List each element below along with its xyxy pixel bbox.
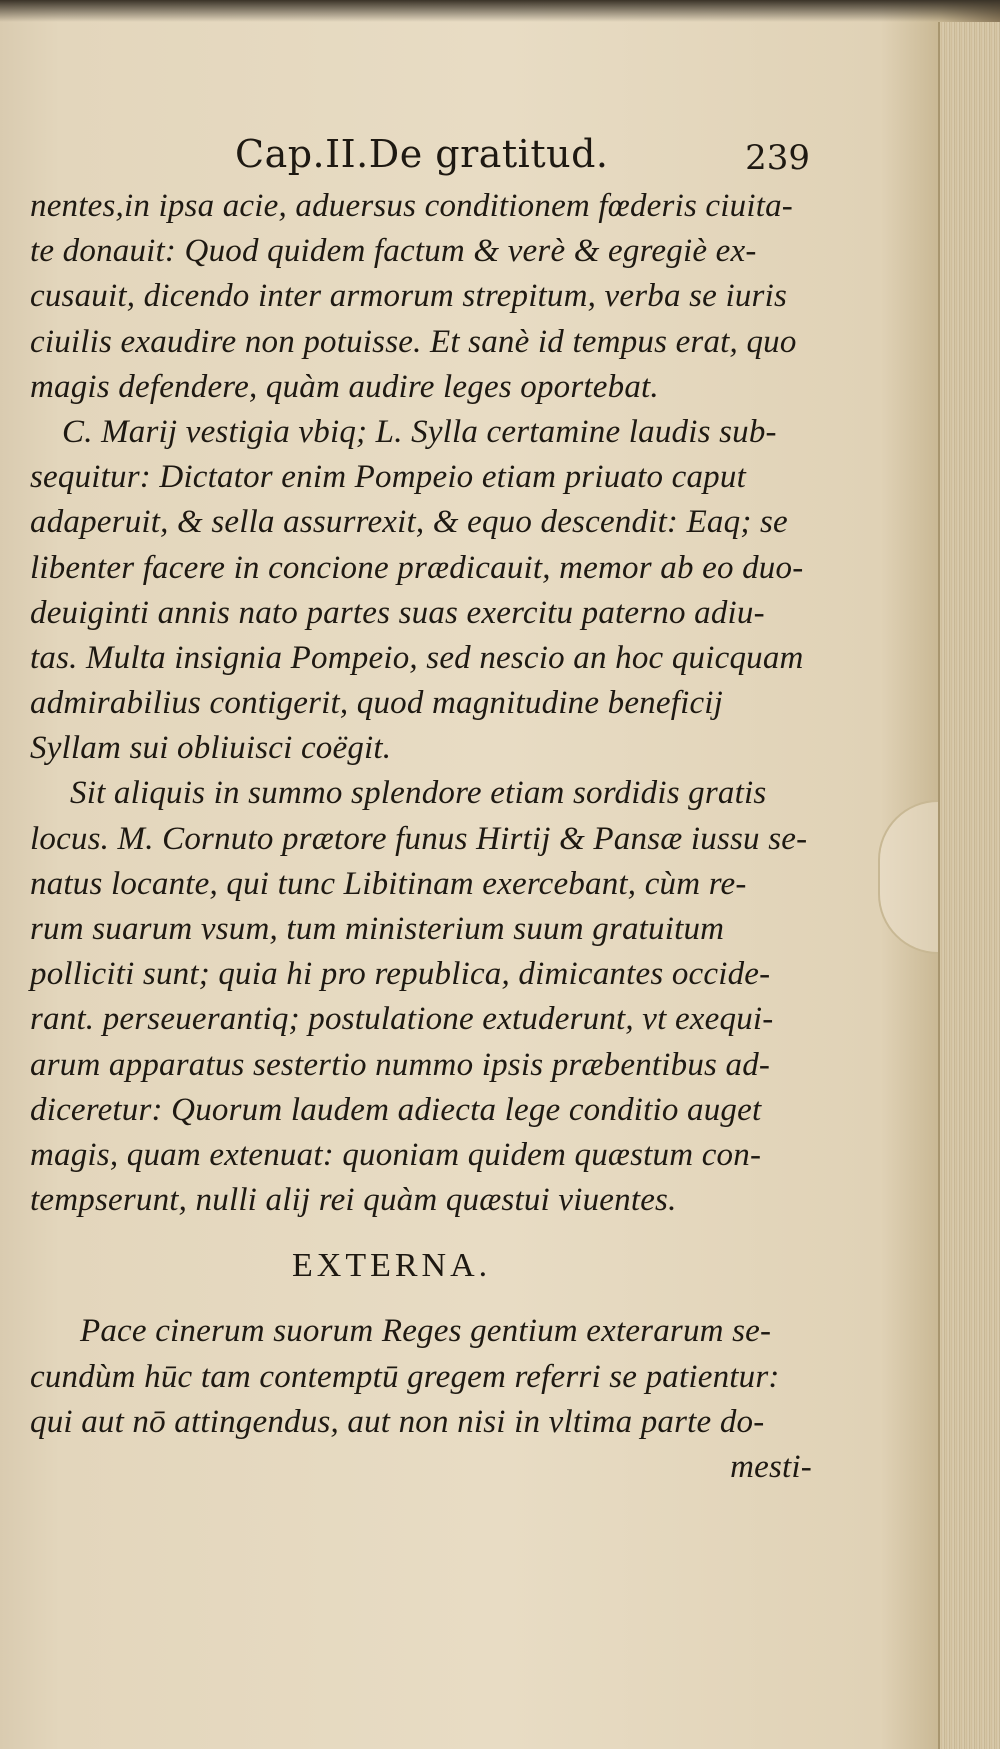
- text-line: Sit aliquis in summo splendore etiam sordidis gratis: [70, 775, 767, 812]
- section-heading: EXTERNA.: [292, 1247, 492, 1285]
- text-line: magis, quam extenuat: quoniam quidem quæstum con-: [30, 1136, 762, 1173]
- text-block: [30, 132, 820, 1490]
- text-line: admirabilius contigerit, quod magnitudine beneficij: [30, 685, 724, 722]
- text-line: magis defendere, quàm audire leges oportebat.: [30, 368, 659, 405]
- text-line: qui aut nō attingendus, aut non nisi in vltima parte do-: [30, 1403, 765, 1440]
- top-shadow: [0, 0, 1000, 22]
- text-line: te donauit: Quod quidem factum & verè & egregiè ex-: [30, 233, 757, 270]
- text-line: natus locante, qui tunc Libitinam exercebant, cùm re-: [30, 865, 747, 902]
- running-header: [30, 132, 820, 184]
- text-line: tas. Multa insignia Pompeio, sed nescio an hoc quicquam: [30, 639, 804, 676]
- header-title: Cap.II.De gratitud.: [235, 132, 609, 176]
- text-line: Syllam sui obliuisci coëgit.: [30, 730, 392, 767]
- text-line: adaperuit, & sella assurrexit, & equo descendit: Eaq; se: [30, 504, 788, 541]
- text-line: arum apparatus sestertio nummo ipsis præbentibus ad-: [30, 1046, 771, 1083]
- text-line: polliciti sunt; quia hi pro republica, dimicantes occide-: [30, 956, 771, 993]
- text-line: cusauit, dicendo inter armorum strepitum, verba se iuris: [30, 278, 788, 315]
- text-line: cundùm hūc tam contemptū gregem referri se patientur:: [30, 1358, 780, 1395]
- page-edges: [938, 22, 1000, 1749]
- text-line: tempserunt, nulli alij rei quàm quæstui viuentes.: [30, 1182, 677, 1219]
- paper-page: [8, 22, 938, 1749]
- page-number: 239: [745, 138, 810, 178]
- text-line: diceretur: Quorum laudem adiecta lege conditio auget: [30, 1091, 762, 1128]
- text-line: nentes,in ipsa acie, aduersus conditionem fœderis ciuita-: [30, 188, 793, 224]
- text-line: Pace cinerum suorum Reges gentium exterarum se-: [80, 1313, 772, 1350]
- text-line: deuiginti annis nato partes suas exercitu paterno adiu-: [30, 594, 765, 631]
- text-line: rum suarum vsum, tum ministerium suum gratuitum: [30, 911, 725, 947]
- text-line: C. Marij vestigia vbiq; L. Sylla certamine laudis sub-: [62, 413, 777, 450]
- text-line: rant. perseuerantiq; postulatione extuderunt, vt exequi-: [30, 1001, 774, 1038]
- text-line: sequitur: Dictator enim Pompeio etiam priuato caput: [30, 459, 746, 496]
- text-line: libenter facere in concione prædicauit, memor ab eo duo-: [30, 549, 804, 586]
- catchword: mesti-: [730, 1448, 812, 1485]
- text-line: locus. M. Cornuto prætore funus Hirtij & Pansæ iussu se-: [30, 820, 808, 857]
- text-line: ciuilis exaudire non potuisse. Et sanè id tempus erat, quo: [30, 323, 797, 360]
